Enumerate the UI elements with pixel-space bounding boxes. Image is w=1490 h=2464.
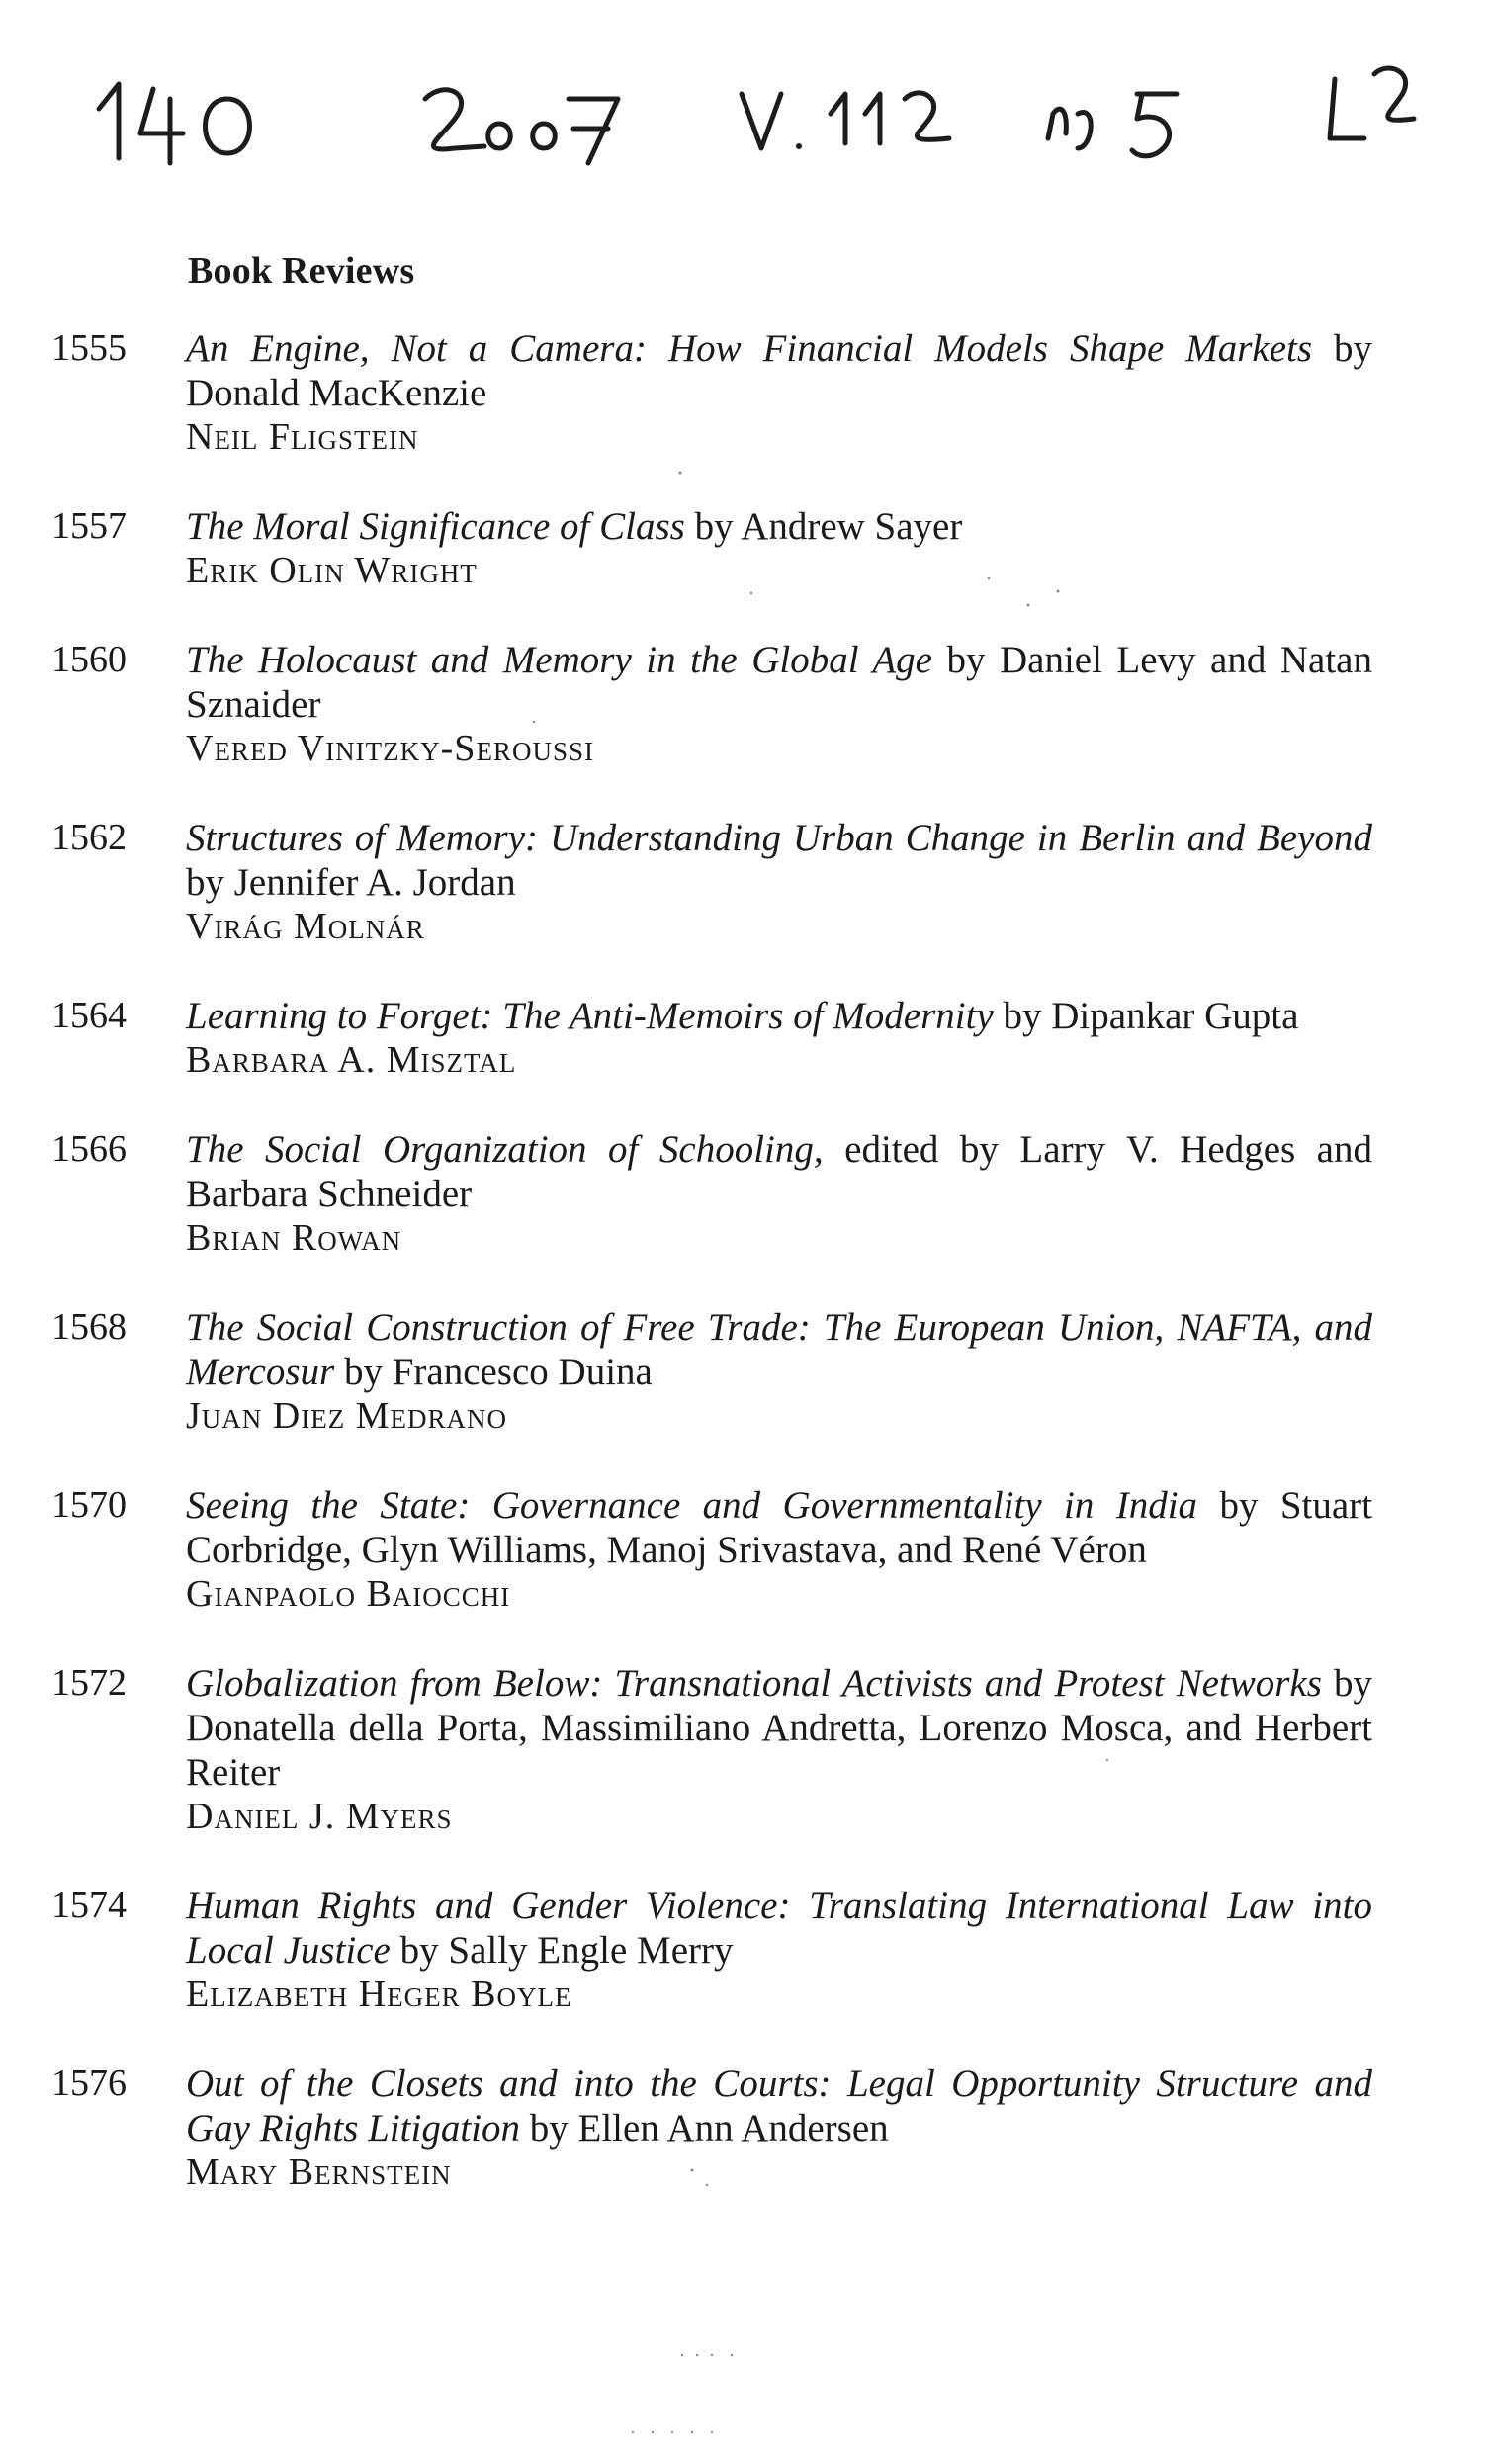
review-entry	[0, 1305, 1490, 1439]
review-entry	[0, 1127, 1490, 1261]
book-byline: by Francesco Duina	[334, 1351, 653, 1393]
reviewer-name: Vered Vinitzky-Seroussi	[186, 728, 594, 769]
book-title: Learning to Forget: The Anti-Memoirs of Modernity	[186, 995, 994, 1037]
reviewer-name: Daniel J. Myers	[186, 1796, 453, 1837]
review-citation	[186, 1884, 1372, 2017]
page-number: 1564	[51, 995, 127, 1036]
book-title: Structures of Memory: Understanding Urban Change in Berlin and Beyond	[186, 817, 1372, 859]
reviewer-name: Gianpaolo Baiocchi	[186, 1573, 511, 1615]
review-entry	[0, 2062, 1490, 2195]
review-citation	[186, 2062, 1372, 2195]
page-number: 1572	[51, 1662, 127, 1704]
handwritten-call-number	[59, 40, 1444, 178]
book-title: The Social Construction of Free Trade: The European Union, NAFTA, and Mercosur	[186, 1306, 1372, 1393]
book-byline: by Stuart Corbridge, Glyn Williams, Manoj Srivastava, and René Véron	[186, 1484, 1372, 1571]
book-byline: by Sally Engle Merry	[390, 1929, 734, 1972]
book-byline: by Daniel Levy and Natan Sznaider	[186, 639, 1372, 726]
review-citation	[186, 326, 1372, 460]
book-title: Human Rights and Gender Violence: Translating International Law into Local Justice	[186, 1885, 1372, 1972]
book-byline: by Donatella della Porta, Massimiliano Andretta, Lorenzo Mosca, and Herbert Reiter	[186, 1662, 1373, 1794]
review-citation	[186, 1661, 1372, 1839]
reviewer-name: Barbara A. Misztal	[186, 1039, 517, 1081]
review-entry	[0, 1661, 1490, 1839]
book-title: Globalization from Below: Transnational Activists and Protest Networks	[186, 1662, 1322, 1705]
book-title: Out of the Closets and into the Courts: Legal Opportunity Structure and Gay Rights Litigation	[186, 2063, 1372, 2150]
page-number: 1570	[51, 1484, 127, 1526]
book-title: An Engine, Not a Camera: How Financial Models Shape Markets	[186, 327, 1313, 370]
review-entry	[0, 638, 1490, 771]
reviewer-name: Neil Fligstein	[186, 416, 419, 458]
page-number: 1576	[51, 2063, 127, 2104]
review-entry	[0, 504, 1490, 593]
review-entry	[0, 326, 1490, 460]
page-number: 1560	[51, 639, 127, 680]
reviewer-name: Virág Molnár	[186, 906, 425, 947]
book-title: Seeing the State: Governance and Governmentality in India	[186, 1484, 1198, 1527]
reviewer-name: Mary Bernstein	[186, 2152, 452, 2193]
review-citation	[186, 994, 1372, 1083]
review-citation	[186, 1305, 1372, 1439]
page-number: 1557	[51, 505, 127, 547]
book-title: The Social Organization of Schooling,	[186, 1128, 824, 1171]
book-title: The Moral Significance of Class	[186, 505, 685, 548]
reviewer-name: Elizabeth Heger Boyle	[186, 1974, 572, 2015]
reviewer-name: Brian Rowan	[186, 1217, 402, 1259]
page-number: 1562	[51, 817, 127, 858]
review-citation	[186, 638, 1372, 771]
review-entry	[0, 816, 1490, 949]
review-list	[0, 326, 1490, 2240]
book-byline: by Andrew Sayer	[684, 505, 963, 548]
reviewer-name: Erik Olin Wright	[186, 550, 478, 591]
review-entry	[0, 994, 1490, 1083]
handwriting-drawing	[59, 40, 1444, 178]
page-number: 1566	[51, 1128, 127, 1170]
review-citation	[186, 1127, 1372, 1261]
review-citation	[186, 816, 1372, 949]
page-number: 1568	[51, 1306, 127, 1348]
page-number: 1574	[51, 1885, 127, 1926]
reviewer-name: Juan Diez Medrano	[186, 1395, 507, 1437]
review-citation	[186, 504, 1372, 593]
review-entry	[0, 1884, 1490, 2017]
review-entry	[0, 1483, 1490, 1617]
review-citation	[186, 1483, 1372, 1617]
book-byline: by Donald MacKenzie	[186, 327, 1373, 414]
book-title: The Holocaust and Memory in the Global Age	[186, 639, 932, 681]
page-number: 1555	[51, 327, 127, 369]
book-byline: by Ellen Ann Andersen	[520, 2107, 889, 2150]
book-byline: by Dipankar Gupta	[993, 995, 1299, 1037]
book-byline: edited by Larry V. Hedges and Barbara Schneider	[186, 1128, 1372, 1215]
section-heading: Book Reviews	[188, 250, 415, 292]
book-byline: by Jennifer A. Jordan	[186, 861, 516, 904]
